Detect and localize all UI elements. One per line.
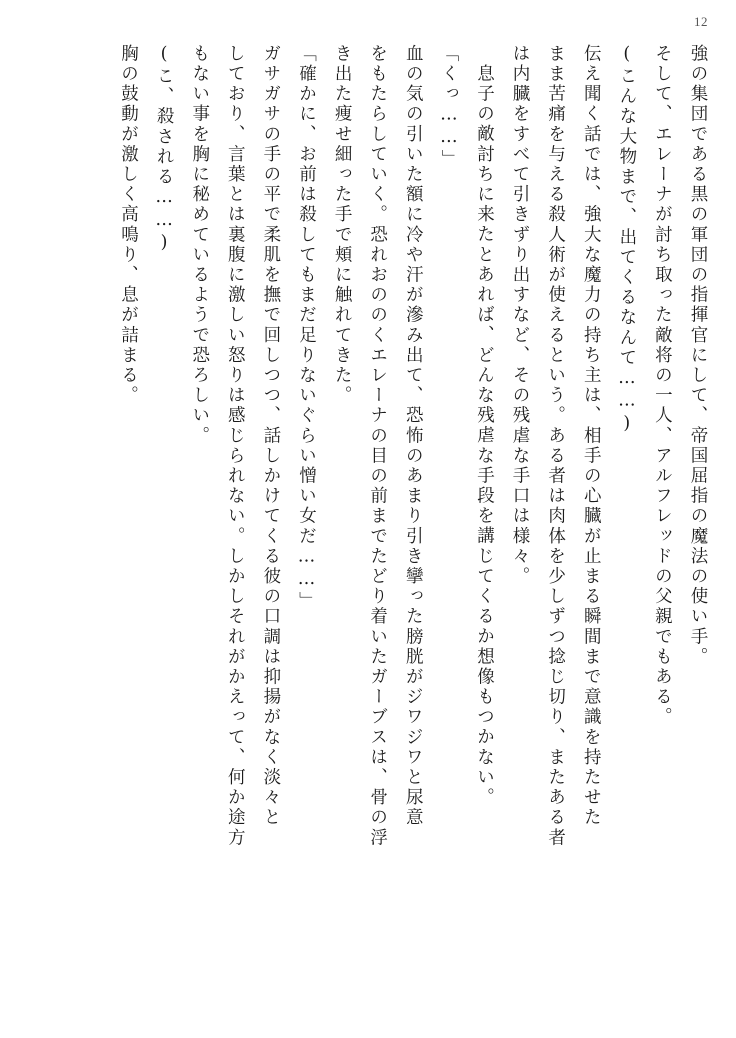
text-line: をもたらしていく。恐れおののくエレーナの目の前までたどり着いたガーブスは、骨の浮 xyxy=(367,44,388,848)
text-line: まま苦痛を与える殺人術が使えるという。ある者は肉体を少しずつ捻じ切り、またある者 xyxy=(545,44,566,848)
text-line: そして、エレーナが討ち取った敵将の一人、アルフレッドの父親でもある。 xyxy=(652,44,673,728)
vertical-text-body xyxy=(40,44,706,998)
text-line: は内臓をすべて引きずり出すなど、その残虐な手口は様々。 xyxy=(510,44,531,587)
text-line: 血の気の引いた額に冷や汗が滲み出て、恐怖のあまり引き攣った膀胱がジワジワと尿意 xyxy=(403,44,424,828)
text-line: (こんな大物まで、出てくるなんて……) xyxy=(616,44,637,436)
text-line: 息子の敵討ちに来たとあれば、どんな残虐な手段を講じてくるか想像もつかない。 xyxy=(474,64,495,808)
text-line: (こ、殺される……) xyxy=(154,44,175,255)
text-line: 「くっ……」 xyxy=(438,44,459,170)
text-line: しており、言葉とは裏腹に激しい怒りは感じられない。しかしそれがかえって、何か途方 xyxy=(225,44,246,848)
page-number: 12 xyxy=(694,14,708,29)
text-line: 胸の鼓動が激しく高鳴り、息が詰まる。 xyxy=(118,44,139,406)
text-line: 強の集団である黒の軍団の指揮官にして、帝国屈指の魔法の使い手。 xyxy=(688,44,708,668)
text-line: 伝え聞く話では、強大な魔力の持ち主は、相手の心臓が止まる瞬間まで意識を持たせた xyxy=(581,44,602,828)
text-line: 「確かに、お前は殺してもまだ足りないぐらい憎い女だ……」 xyxy=(296,44,317,612)
text-line: もない事を胸に秘めているようで恐ろしい。 xyxy=(189,44,210,446)
text-line: き出た痩せ細った手で頬に触れてきた。 xyxy=(332,44,353,406)
text-line: ガサガサの手の平で柔肌を撫で回しつつ、話しかけてくる彼の口調は抑揚がなく淡々と xyxy=(260,44,281,828)
